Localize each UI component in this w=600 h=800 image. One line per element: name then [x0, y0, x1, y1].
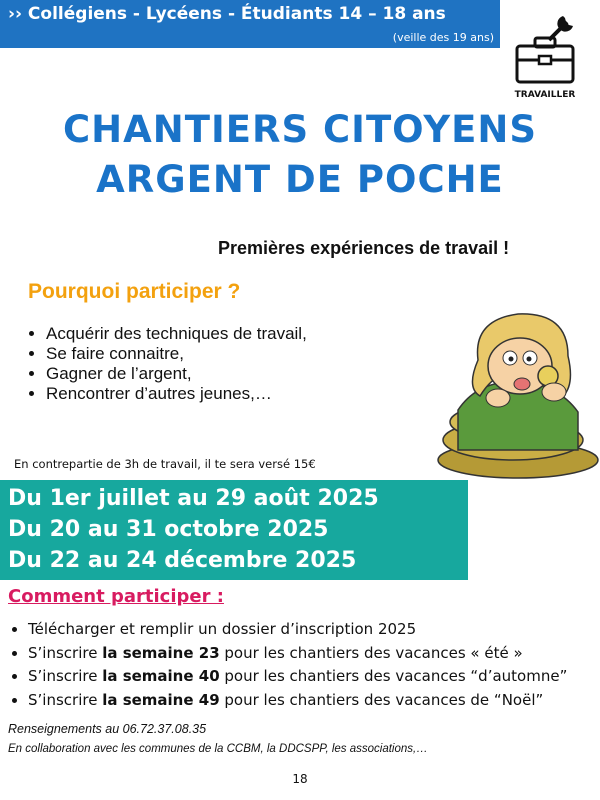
list-item: • Acquérir des techniques de travail, — [46, 324, 307, 344]
list-item: • Télécharger et remplir un dossier d’inscription 2025 — [28, 618, 598, 642]
contact-info: Renseignements au 06.72.37.08.35 — [8, 722, 207, 736]
headline-line1: CHANTIERS CITOYENS — [63, 108, 537, 151]
list-item: • S’inscrire la semaine 40 pour les chantiers des vacances “d’automne” — [28, 665, 598, 689]
date-range: Du 1er juillet au 29 août 2025 — [8, 486, 379, 511]
age-note: (veille des 19 ans) — [392, 31, 494, 44]
partners-info: En collaboration avec les communes de la CCBM, la DDCSPP, les associations,… — [8, 743, 428, 755]
page-number: 18 — [292, 772, 308, 786]
list-item: • Gagner de l’argent, — [46, 364, 307, 384]
pay-note: En contrepartie de 3h de travail, il te sera versé 15€ — [14, 457, 316, 471]
date-range: Du 22 au 24 décembre 2025 — [8, 548, 357, 573]
list-item: • S’inscrire la semaine 49 pour les chantiers des vacances de “Noël” — [28, 689, 598, 713]
money-kid-illustration — [418, 300, 600, 480]
headline-line2: ARGENT DE POCHE — [96, 158, 504, 201]
audience-text: ›› Collégiens - Lycéens - Étudiants 14 – 18 ans — [8, 4, 446, 24]
how-title: Comment participer : — [8, 586, 224, 607]
dates-box — [0, 480, 468, 580]
list-item: • Rencontrer d’autres jeunes,… — [46, 384, 307, 404]
why-title: Pourquoi participer ? — [28, 280, 241, 303]
why-list — [28, 324, 307, 404]
tagline: Premières expériences de travail ! — [218, 238, 510, 258]
top-banner — [0, 0, 500, 48]
toolbox-wrench-icon — [505, 10, 585, 88]
work-badge — [505, 10, 585, 105]
list-item: • Se faire connaitre, — [46, 344, 307, 364]
how-list — [8, 618, 598, 712]
badge-label: TRAVAILLER — [514, 90, 576, 100]
list-item: • S’inscrire la semaine 23 pour les chantiers des vacances « été » — [28, 642, 598, 666]
date-range: Du 20 au 31 octobre 2025 — [8, 517, 329, 542]
